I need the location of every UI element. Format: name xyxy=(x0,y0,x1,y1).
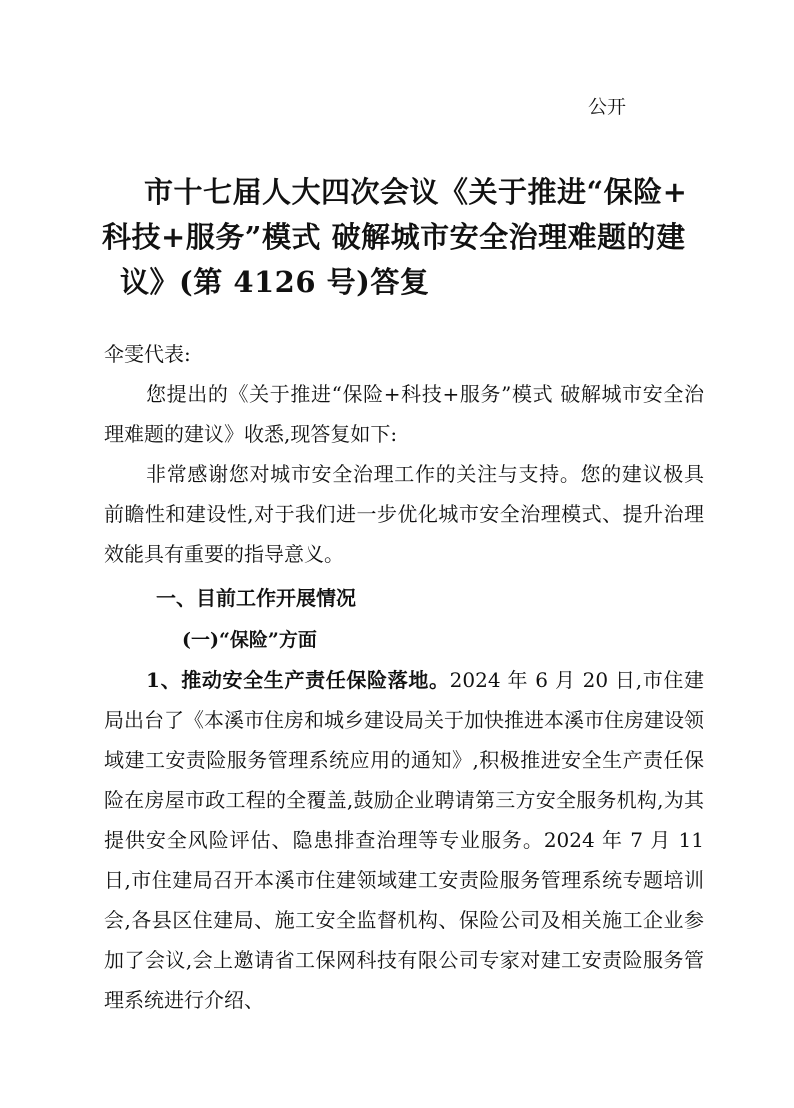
paragraph-body: 2024 年 6 月 20 日,市住建局出台了《本溪市住房和城乡建设局关于加快推进本溪市住房建设领域建工安责险服务管理系统应用的通知》,积极推进安全生产责任保险在房屋市政工程的全覆盖,鼓励企业聘请第三方安全服务机构,为其提供安全风险评估、隐患排查治理等专业服务。2024 年 7 月 11 日,市住建局召开本溪市住建领域建工安责险服务管理系统专题培训会,各县区住建局、施工安全监督机构、保险公司及相关施工企业参加了会议,会上邀请省工保网科技有限公司专家对建工安责险服务管理系统进行介绍、 xyxy=(104,668,705,1012)
document-title xyxy=(102,170,702,305)
section-heading: 一、目前工作开展情况 xyxy=(156,586,356,610)
disclosure-label: 公开 xyxy=(588,96,627,118)
paragraph-insurance xyxy=(104,660,704,1020)
title-line-3: 议》(第 4126 号)答复 xyxy=(120,265,430,299)
paragraph-reply-intro: 您提出的《关于推进“保险+科技+服务”模式 破解城市安全治理难题的建议》收悉,现答复如下: xyxy=(104,382,704,446)
document-body xyxy=(104,334,704,1020)
salutation: 伞雯代表: xyxy=(104,342,191,366)
title-line-2: 科技+服务”模式 破解城市安全治理难题的建 xyxy=(102,220,686,254)
title-line-1: 市十七届人大四次会议《关于推进“保险+ xyxy=(144,175,688,209)
paragraph-thanks: 非常感谢您对城市安全治理工作的关注与支持。您的建议极具前瞻性和建设性,对于我们进一步优化城市安全治理模式、提升治理效能具有重要的指导意义。 xyxy=(104,462,704,566)
paragraph-lead: 1、推动安全生产责任保险落地。 xyxy=(146,668,450,692)
subsection-heading: (一)“保险”方面 xyxy=(182,629,317,651)
